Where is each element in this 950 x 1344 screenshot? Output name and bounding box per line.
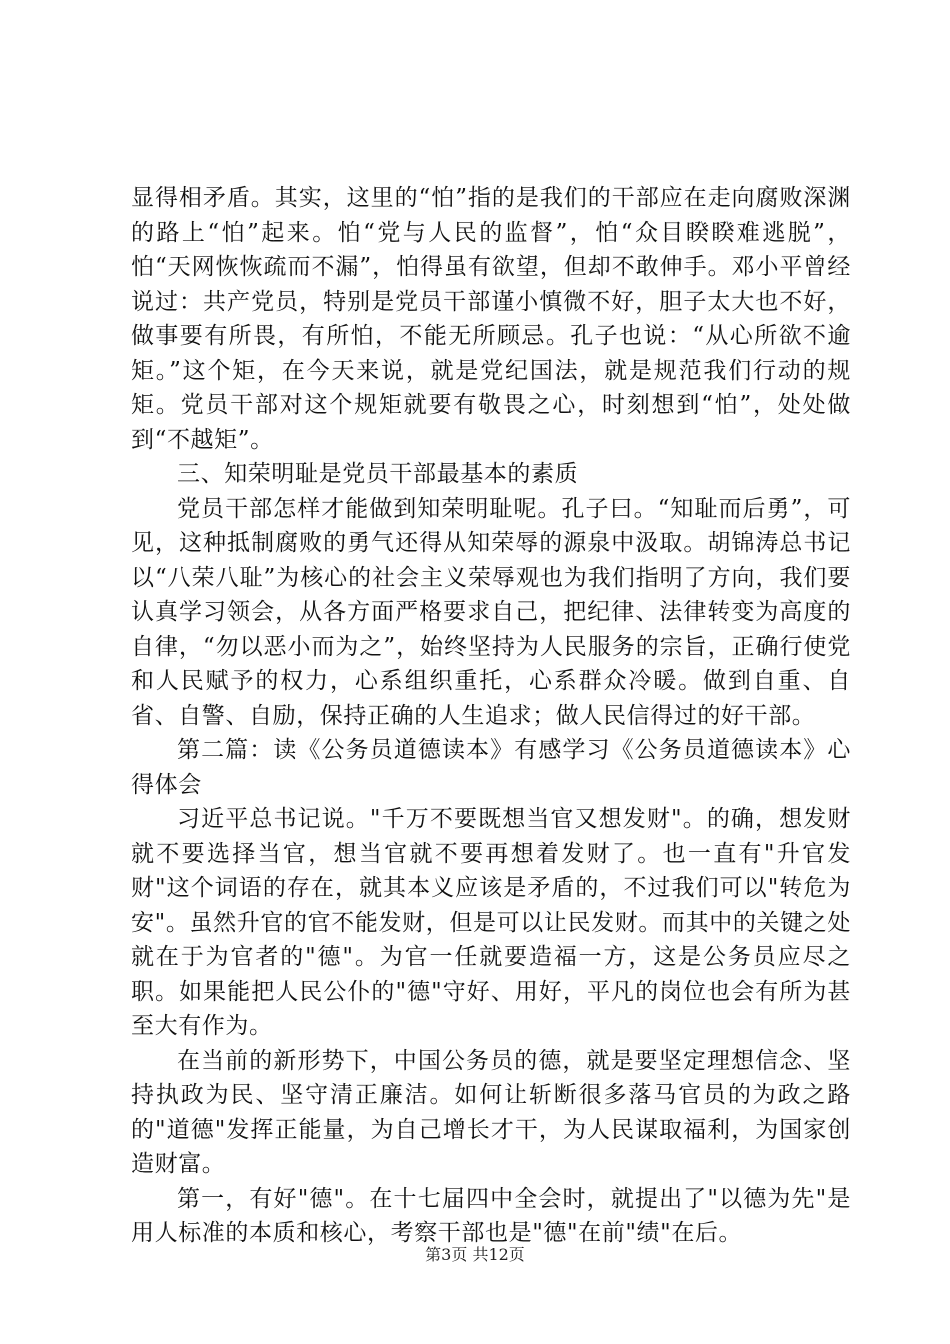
paragraph-1: 显得相矛盾。其实，这里的“怕”指的是我们的干部应在走向腐败深渊的路上“怕”起来。怕“党与人民的监督”，怕“众目睽睽难逃脱”，怕“天网恢恢疏而不漏”，怕得虽有欲望，但却不敢伸手。邓小平曾经说过：共产党员，特别是党员干部谨小慎微不好，胆子太大也不好，做事要有所畏，有所怕，不能无所顾忌。孔子也说：“从心所欲不逾矩。”这个矩，在今天来说，就是党纪国法，就是规范我们行动的规矩。党员干部对这个规矩就要有敬畏之心，时刻想到“怕”，处处做到“不越矩”。 (131, 185, 851, 453)
paragraph-2: 党员干部怎样才能做到知荣明耻呢。孔子曰。“知耻而后勇”，可见，这种抵制腐败的勇气还得从知荣辱的源泉中汲取。胡锦涛总书记以“八荣八耻”为核心的社会主义荣辱观也为我们指明了方向，我们要认真学习领会，从各方面严格要求自己，把纪律、法律转变为高度的自律，“勿以恶小而为之”，始终坚持为人民服务的宗旨，正确行使党和人民赋予的权力，心系组织重托，心系群众冷暖。做到自重、自省、自警、自励，保持正确的人生追求；做人民信得过的好干部。 (131, 495, 851, 729)
document-body (131, 181, 851, 1251)
paragraph-3: 习近平总书记说。"千万不要既想当官又想发财"。的确，想发财就不要选择当官，想当官就不要再想着发财了。也一直有"升官发财"这个词语的存在，就其本义应该是矛盾的，不过我们可以"转危为安"。虽然升官的官不能发财，但是可以让民发财。而其中的关键之处就在于为官者的"德"。为官一任就要造福一方，这是公务员应尽之职。如果能把人民公仆的"德"守好、用好，平凡的岗位也会有所为甚至大有作为。 (131, 806, 851, 1039)
paragraph-4: 在当前的新形势下，中国公务员的德，就是要坚定理想信念、坚持执政为民、坚守清正廉洁。如何让斩断很多落马官员的为政之路的"道德"发挥正能量，为自己增长才干，为人民谋取福利，为国家创造财富。 (131, 1047, 851, 1177)
chapter-title-2: 第二篇：读《公务员道德读本》有感学习《公务员道德读本》心得体会 (131, 737, 851, 798)
paragraph-5: 第一，有好"德"。在十七届四中全会时，就提出了"以德为先"是用人标准的本质和核心，考察干部也是"德"在前"绩"在后。 (131, 1185, 851, 1246)
section-heading-3: 三、知荣明耻是党员干部最基本的素质 (177, 461, 579, 487)
page-number: 第3页 共12页 (425, 1245, 525, 1264)
